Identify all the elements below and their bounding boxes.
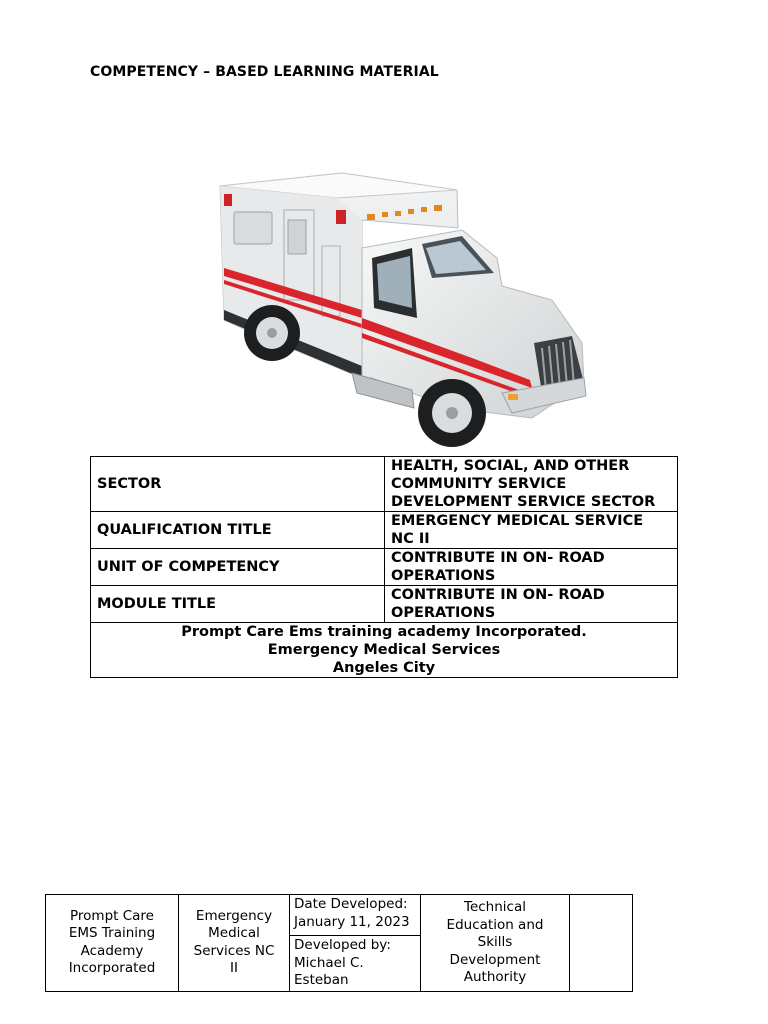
footer-blank-cell	[570, 895, 633, 992]
qualification-title-value	[385, 512, 678, 549]
footer-authority-line: Skills	[477, 934, 513, 950]
sector-value-line: COMMUNITY SERVICE	[391, 476, 567, 492]
institution-name: Prompt Care Ems training academy Incorporated.	[181, 624, 587, 640]
footer-program-line: II	[230, 960, 238, 977]
institution-location: Angeles City	[332, 660, 436, 676]
sector-value	[385, 457, 678, 512]
unit-of-competency-label: UNIT OF COMPETENCY	[91, 549, 385, 586]
footer-org-line: Academy	[80, 942, 144, 959]
unit-value-line: OPERATIONS	[391, 568, 496, 584]
table-row	[91, 623, 678, 678]
module-title-label: MODULE TITLE	[91, 586, 385, 623]
qualification-value-line: EMERGENCY MEDICAL SERVICE	[391, 513, 644, 529]
table-row	[91, 586, 678, 623]
footer-org-line: Prompt Care	[70, 907, 154, 924]
footer-authority-line: Development	[449, 951, 541, 968]
footer-organization	[46, 895, 179, 992]
footer-program-line: Services NC	[193, 942, 275, 959]
date-developed-label: Date Developed:	[294, 896, 408, 912]
footer-authority-line: Authority	[463, 969, 527, 985]
footer-authority-line: Education and	[446, 916, 544, 933]
date-developed-value: January 11, 2023	[294, 913, 410, 930]
module-title-value	[385, 586, 678, 623]
table-row	[91, 549, 678, 586]
page-footer-table	[45, 894, 633, 992]
institution-program: Emergency Medical Services	[267, 642, 501, 658]
developed-by-value: Esteban	[294, 972, 349, 988]
footer-date-developed	[290, 895, 421, 936]
footer-program-line: Medical	[208, 925, 260, 942]
unit-value-line: CONTRIBUTE IN ON- ROAD	[391, 550, 605, 566]
footer-authority-line: Technical	[464, 899, 526, 915]
footer-program-line: Emergency	[195, 907, 273, 924]
ambulance-illustration	[212, 168, 592, 453]
table-row	[91, 512, 678, 549]
footer-org-line: EMS Training	[68, 925, 156, 942]
footer-program	[179, 895, 290, 992]
institution-cell	[91, 623, 678, 678]
qualification-title-label: QUALIFICATION TITLE	[91, 512, 385, 549]
footer-org-line: Incorporated	[68, 960, 156, 977]
sector-value-line: HEALTH, SOCIAL, AND OTHER	[391, 458, 630, 474]
sector-value-line: DEVELOPMENT SERVICE SECTOR	[391, 494, 656, 510]
qualification-info-table	[90, 456, 678, 678]
document-title: COMPETENCY – BASED LEARNING MATERIAL	[90, 64, 439, 80]
unit-of-competency-value	[385, 549, 678, 586]
footer-authority	[421, 895, 570, 992]
table-row	[91, 457, 678, 512]
qualification-value-line: NC II	[391, 531, 430, 547]
developed-by-value: Michael C.	[294, 954, 364, 971]
footer-developed-by	[290, 936, 421, 992]
module-value-line: OPERATIONS	[391, 605, 496, 621]
developed-by-label: Developed by:	[294, 937, 391, 953]
sector-label: SECTOR	[91, 457, 385, 512]
module-value-line: CONTRIBUTE IN ON- ROAD	[391, 587, 605, 603]
